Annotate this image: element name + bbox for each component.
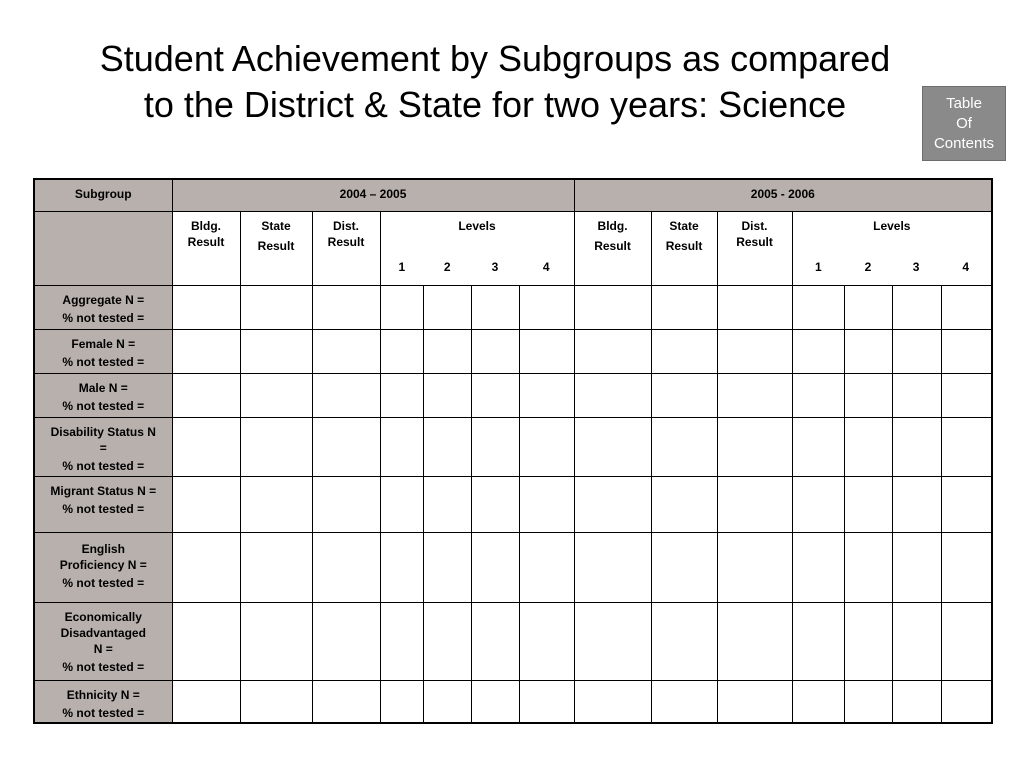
data-entry-cell[interactable] (574, 602, 651, 680)
data-entry-cell[interactable] (172, 373, 240, 417)
data-entry-cell[interactable] (717, 680, 792, 723)
y2-level-2: 2 (864, 259, 872, 274)
data-entry-cell[interactable] (844, 680, 892, 723)
data-entry-cell[interactable] (471, 476, 519, 532)
data-entry-cell[interactable] (312, 373, 380, 417)
data-entry-cell[interactable] (651, 329, 717, 373)
year-2005-2006-header: 2005 - 2006 (574, 179, 992, 211)
data-entry-cell[interactable] (471, 285, 519, 329)
data-entry-cell[interactable] (941, 680, 992, 723)
subgroup-label-line: = (99, 440, 107, 455)
data-entry-cell[interactable] (172, 680, 240, 723)
y2-level-1: 1 (815, 259, 822, 274)
data-entry-cell[interactable] (651, 532, 717, 602)
data-entry-cell[interactable] (519, 602, 574, 680)
data-entry-cell[interactable] (312, 329, 380, 373)
data-entry-cell[interactable] (240, 373, 312, 417)
data-entry-cell[interactable] (380, 373, 423, 417)
data-entry-cell[interactable] (574, 285, 651, 329)
data-entry-cell[interactable] (312, 680, 380, 723)
data-entry-cell[interactable] (717, 417, 792, 476)
subgroup-row (34, 476, 992, 532)
data-entry-cell[interactable] (651, 285, 717, 329)
y2-dist-result-label: Result (736, 234, 773, 249)
data-entry-cell[interactable] (172, 329, 240, 373)
data-entry-cell[interactable] (792, 680, 844, 723)
data-entry-cell[interactable] (941, 602, 992, 680)
subgroup-label-cell (34, 373, 172, 417)
data-entry-cell[interactable] (380, 476, 423, 532)
y1-dist-result-header (312, 211, 380, 285)
y2-state-result-header (651, 211, 717, 285)
data-entry-cell[interactable] (941, 476, 992, 532)
subgroup-row (34, 329, 992, 373)
data-entry-cell[interactable] (240, 476, 312, 532)
subgroup-label-line: % not tested = (62, 398, 145, 413)
data-entry-cell[interactable] (380, 532, 423, 602)
subgroup-label-cell (34, 329, 172, 373)
subgroup-subheader-blank (34, 211, 172, 285)
achievement-table (33, 178, 993, 724)
y1-state-result-label: Result (257, 238, 295, 253)
subgroup-label-line: % not tested = (62, 705, 145, 720)
y1-level-1: 1 (398, 259, 406, 274)
data-entry-cell[interactable] (519, 329, 574, 373)
data-entry-cell[interactable] (380, 329, 423, 373)
data-entry-cell[interactable] (471, 329, 519, 373)
data-entry-cell[interactable] (892, 285, 941, 329)
y2-dist-label: Dist. (741, 218, 768, 233)
subgroup-label-line: N = (93, 641, 113, 656)
data-entry-cell[interactable] (844, 285, 892, 329)
subgroup-header: Subgroup (34, 179, 172, 211)
data-entry-cell[interactable] (240, 285, 312, 329)
subgroup-row (34, 417, 992, 476)
slide-title (0, 36, 990, 128)
data-entry-cell[interactable] (651, 680, 717, 723)
y2-state-result-label: Result (665, 238, 703, 253)
data-entry-cell[interactable] (471, 417, 519, 476)
data-entry-cell[interactable] (519, 532, 574, 602)
data-entry-cell[interactable] (423, 532, 471, 602)
subgroup-label-line: Disability Status N (50, 424, 156, 439)
data-entry-cell[interactable] (792, 532, 844, 602)
toc-line-1: Table (946, 94, 982, 112)
data-entry-cell[interactable] (651, 373, 717, 417)
y1-level-4: 4 (542, 259, 550, 274)
data-entry-cell[interactable] (941, 532, 992, 602)
data-entry-cell[interactable] (844, 476, 892, 532)
subgroup-row (34, 532, 992, 602)
data-entry-cell[interactable] (941, 373, 992, 417)
subgroup-label-line: Proficiency N = (59, 557, 147, 572)
data-entry-cell[interactable] (844, 417, 892, 476)
data-entry-cell[interactable] (651, 476, 717, 532)
subgroup-label-cell (34, 476, 172, 532)
subgroup-label-line: Migrant Status N = (50, 483, 157, 498)
subgroup-label-line: Ethnicity N = (66, 687, 140, 702)
data-entry-cell[interactable] (892, 417, 941, 476)
data-entry-cell[interactable] (717, 373, 792, 417)
data-entry-cell[interactable] (471, 680, 519, 723)
data-entry-cell[interactable] (717, 329, 792, 373)
data-entry-cell[interactable] (892, 532, 941, 602)
data-entry-cell[interactable] (423, 680, 471, 723)
y1-level-3: 3 (491, 259, 499, 274)
subgroup-label-cell (34, 532, 172, 602)
data-entry-cell[interactable] (574, 476, 651, 532)
subgroup-label-cell (34, 680, 172, 723)
subgroup-label-line: Male N = (78, 380, 128, 395)
data-entry-cell[interactable] (519, 373, 574, 417)
data-entry-cell[interactable] (240, 602, 312, 680)
data-entry-cell[interactable] (717, 532, 792, 602)
data-entry-cell[interactable] (717, 285, 792, 329)
subgroup-label-line: % not tested = (62, 458, 145, 473)
data-entry-cell[interactable] (792, 602, 844, 680)
data-entry-cell[interactable] (172, 476, 240, 532)
y2-levels-label: Levels (873, 218, 911, 233)
toc-line-2: Of (956, 114, 972, 132)
subgroup-label-line: English (81, 541, 125, 556)
data-entry-cell[interactable] (574, 417, 651, 476)
subgroup-row (34, 285, 992, 329)
data-entry-cell[interactable] (844, 532, 892, 602)
data-entry-cell[interactable] (717, 602, 792, 680)
data-entry-cell[interactable] (892, 373, 941, 417)
y2-bldg-result-label: Result (594, 238, 631, 253)
data-entry-cell[interactable] (792, 329, 844, 373)
data-entry-cell[interactable] (240, 329, 312, 373)
data-entry-cell[interactable] (717, 476, 792, 532)
data-entry-cell[interactable] (423, 476, 471, 532)
data-entry-cell[interactable] (574, 373, 651, 417)
data-entry-cell[interactable] (574, 532, 651, 602)
y1-state-result-header (240, 211, 312, 285)
data-entry-cell[interactable] (844, 602, 892, 680)
data-entry-cell[interactable] (312, 417, 380, 476)
data-entry-cell[interactable] (240, 417, 312, 476)
data-entry-cell[interactable] (312, 476, 380, 532)
data-entry-cell[interactable] (380, 417, 423, 476)
data-entry-cell[interactable] (892, 602, 941, 680)
data-entry-cell[interactable] (519, 285, 574, 329)
data-entry-cell[interactable] (312, 285, 380, 329)
data-entry-cell[interactable] (574, 329, 651, 373)
data-entry-cell[interactable] (312, 602, 380, 680)
data-entry-cell[interactable] (892, 329, 941, 373)
data-entry-cell[interactable] (423, 329, 471, 373)
subgroup-label-cell (34, 417, 172, 476)
y1-dist-label: Dist. (332, 218, 359, 233)
data-entry-cell[interactable] (792, 373, 844, 417)
data-entry-cell[interactable] (519, 417, 574, 476)
data-entry-cell[interactable] (519, 680, 574, 723)
data-entry-cell[interactable] (423, 285, 471, 329)
subgroup-label-cell (34, 602, 172, 680)
data-entry-cell[interactable] (941, 285, 992, 329)
y2-bldg-label: Bldg. (597, 218, 628, 233)
data-entry-cell[interactable] (844, 373, 892, 417)
data-entry-cell[interactable] (471, 602, 519, 680)
y2-levels-header (792, 211, 992, 285)
data-entry-cell[interactable] (172, 532, 240, 602)
y2-dist-result-header (717, 211, 792, 285)
table-of-contents-button[interactable] (922, 86, 1006, 161)
y1-state-label: State (261, 218, 291, 233)
y1-bldg-result-header (172, 211, 240, 285)
data-entry-cell[interactable] (844, 329, 892, 373)
subgroup-label-line: % not tested = (62, 575, 145, 590)
data-entry-cell[interactable] (240, 680, 312, 723)
data-entry-cell[interactable] (423, 602, 471, 680)
data-entry-cell[interactable] (240, 532, 312, 602)
subgroup-label-line: Female N = (71, 336, 136, 351)
subgroup-label-line: % not tested = (62, 354, 145, 369)
data-entry-cell[interactable] (519, 476, 574, 532)
subgroup-label-cell (34, 285, 172, 329)
subgroup-label-line: % not tested = (62, 310, 145, 325)
data-entry-cell[interactable] (380, 680, 423, 723)
y1-bldg-label: Bldg. (191, 218, 221, 233)
data-entry-cell[interactable] (380, 602, 423, 680)
y1-level-2: 2 (443, 259, 451, 274)
y2-level-3: 3 (912, 259, 920, 274)
year-2004-2005-header: 2004 – 2005 (172, 179, 574, 211)
subgroup-label-line: % not tested = (62, 501, 145, 516)
y1-bldg-result-label: Result (187, 234, 225, 249)
data-entry-cell[interactable] (574, 680, 651, 723)
data-entry-cell[interactable] (892, 476, 941, 532)
data-entry-cell[interactable] (312, 532, 380, 602)
data-entry-cell[interactable] (172, 285, 240, 329)
title-line-1: Student Achievement by Subgroups as compared (99, 38, 891, 79)
subgroup-label-line: Economically (64, 609, 142, 624)
y1-levels-header (380, 211, 574, 285)
data-entry-cell[interactable] (172, 602, 240, 680)
subgroup-row (34, 373, 992, 417)
data-entry-cell[interactable] (941, 417, 992, 476)
y2-state-label: State (669, 218, 699, 233)
y2-level-4: 4 (962, 259, 970, 274)
data-entry-cell[interactable] (651, 602, 717, 680)
data-entry-cell[interactable] (471, 532, 519, 602)
data-entry-cell[interactable] (941, 329, 992, 373)
data-entry-cell[interactable] (172, 417, 240, 476)
data-entry-cell[interactable] (423, 373, 471, 417)
subgroup-label-line: % not tested = (62, 659, 145, 674)
toc-line-3: Contents (933, 134, 995, 152)
data-entry-cell[interactable] (892, 680, 941, 723)
data-entry-cell[interactable] (423, 417, 471, 476)
title-line-2: to the District & State for two years: Science (143, 84, 847, 125)
data-entry-cell[interactable] (792, 285, 844, 329)
subgroup-label-line: Aggregate N = (62, 292, 145, 307)
data-entry-cell[interactable] (471, 373, 519, 417)
y1-dist-result-label: Result (327, 234, 365, 249)
y2-bldg-result-header (574, 211, 651, 285)
subgroup-label-line: Disadvantaged (60, 625, 146, 640)
data-entry-cell[interactable] (792, 476, 844, 532)
data-entry-cell[interactable] (651, 417, 717, 476)
subgroup-row (34, 680, 992, 723)
data-entry-cell[interactable] (792, 417, 844, 476)
data-entry-cell[interactable] (380, 285, 423, 329)
y1-levels-label: Levels (458, 218, 496, 233)
subgroup-row (34, 602, 992, 680)
